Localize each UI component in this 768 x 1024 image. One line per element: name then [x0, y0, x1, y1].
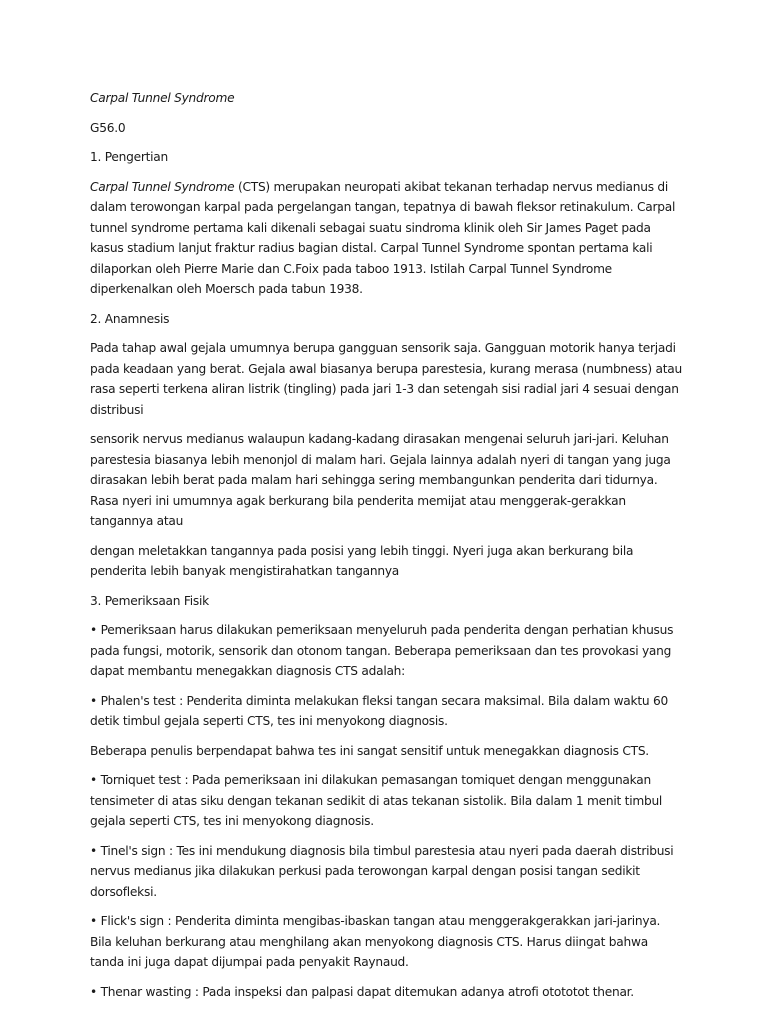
section-3-heading: 3. Pemeriksaan Fisik [90, 593, 209, 608]
section-3-intro: • Pemeriksaan harus dilakukan pemeriksaan menyeluruh pada penderita dengan perhatian khusus pada fungsi, motorik, sensorik dan otonom tangan. Beberapa pemeriksaan dan tes provokasi yang dapat membantu menegakkan diagnosis CTS adalah: [90, 623, 674, 678]
section-1-term: Carpal Tunnel Syndrome [90, 179, 235, 194]
section-2-paragraph-1: Pada tahap awal gejala umumnya berupa gangguan sensorik saja. Gangguan motorik hanya terjadi pada keadaan yang berat. Gejala awal biasanya berupa parestesia, kurang merasa (numbness) atau rasa seperti terkena aliran listrik (tingling) pada jari 1-3 dan setengah sisi radial jari 4 sesuai dengan distribusi [90, 341, 682, 417]
section-1-heading: 1. Pengertian [90, 150, 168, 164]
document-title: Carpal Tunnel Syndrome [90, 91, 235, 105]
section-2-heading: 2. Anamnesis [90, 311, 170, 326]
torniquet-test-item: • Torniquet test : Pada pemeriksaan ini dilakukan pemasangan tomiquet dengan menggunakan tensimeter di atas siku dengan tekanan sedikit di atas tekanan sistolik. Bila dalam 1 menit timbul gejala seperti CTS, tes ini menyokong diagnosis. [90, 773, 663, 828]
tinel-sign-item: • Tinel's sign : Tes ini mendukung diagnosis bila timbul parestesia atau nyeri pada daerah distribusi nervus medianus jika dilakukan perkusi pada terowongan karpal dengan posisi tangan sedikit dorsofleksi. [90, 843, 674, 899]
flick-sign-item: • Flick's sign : Penderita diminta mengibas-ibaskan tangan atau menggerakgerakkan jari-jarinya. Bila keluhan berkurang atau menghilang akan menyokong diagnosis CTS. Harus diingat bahwa tanda ini juga dapat dijumpai pada penyakit Raynaud. [90, 914, 661, 969]
icd-code: G56.0 [90, 120, 126, 135]
section-1-body: (CTS) merupakan neuropati akibat tekanan terhadap nervus medianus di dalam terowongan karpal pada pergelangan tangan, tepatnya di bawah fleksor retinakulum. Carpal tunnel syndrome pertama kali dikenali sebagai suatu sindroma klinik oleh Sir James Paget pada kasus stadium lanjut fraktur radius bagian distal. Carpal Tunnel Syndrome spontan pertama kali dilaporkan oleh Pierre Marie dan C.Foix pada taboo 1913. Istilah Carpal Tunnel Syndrome diperkenalkan oleh Moersch pada tabun 1938. [90, 179, 676, 296]
thenar-wasting-item: • Thenar wasting : Pada inspeksi dan palpasi dapat ditemukan adanya atrofi otototot thenar. [90, 984, 634, 999]
section-2-paragraph-2: sensorik nervus medianus walaupun kadang-kadang dirasakan mengenai seluruh jari-jari. Keluhan parestesia biasanya lebih menonjol di malam hari. Gejala lainnya adalah nyeri di tangan yang juga dirasakan lebih berat pada malam hari sehingga sering membangunkan penderita dari tidurnya. Rasa nyeri ini umumnya agak berkurang bila penderita memijat atau menggerak-gerakkan tangannya atau [90, 432, 671, 528]
phalen-test-item: • Phalen's test : Penderita diminta melakukan fleksi tangan secara maksimal. Bila dalam waktu 60 detik timbul gejala seperti CTS, tes ini menyokong diagnosis. [90, 693, 668, 728]
phalen-note: Beberapa penulis berpendapat bahwa tes ini sangat sensitif untuk menegakkan diagnosis CTS. [90, 743, 649, 758]
section-1-paragraph [90, 177, 682, 300]
document-content [90, 88, 682, 1011]
section-2-paragraph-3: dengan meletakkan tangannya pada posisi yang lebih tinggi. Nyeri juga akan berkurang bila penderita lebih banyak mengistirahatkan tangannya [90, 543, 634, 578]
